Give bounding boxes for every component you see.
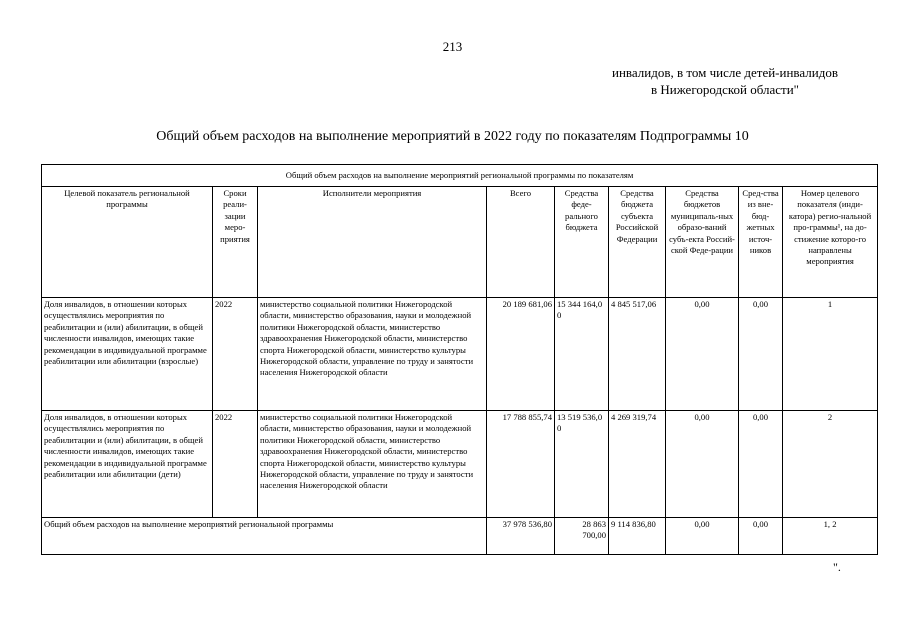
total-regional: 9 114 836,80 [609,518,666,555]
cell-indicator: Доля инвалидов, в отношении которых осуществлялись мероприятия по реабилитации и (или) абилитации, в общей численности инвалидов, имеющих такие рекомендации в индивидуальной программе реабилитации или абилитации (дети) [42,411,213,518]
cell-offbudget: 0,00 [739,411,783,518]
total-sum: 37 978 536,80 [487,518,555,555]
cell-number: 1 [783,298,878,411]
col-header-municipal: Средства бюджетов муниципаль-ных образо-ваний субъ-екта Россий-ской Феде-рации [666,187,739,298]
cell-regional: 4 269 319,74 [609,411,666,518]
document-title: Общий объем расходов на выполнение мероприятий в 2022 году по показателям Подпрограммы 10 [156,129,749,144]
cell-municipal: 0,00 [666,411,739,518]
expenses-table [41,164,878,555]
col-header-number: Номер целевого показателя (инди-катора) регио-нальной про-граммы¹, на до-стижение которо-го направлены мероприятия [783,187,878,298]
cell-indicator: Доля инвалидов, в отношении которых осуществлялись мероприятия по реабилитации и (или) абилитации, в общей численности инвалидов, имеющих такие рекомендации в индивидуальной программе реабилитации или абилитации (взрослые) [42,298,213,411]
header-right-line1: инвалидов, в том числе детей-инвалидов [612,65,838,80]
cell-total: 20 189 681,06 [487,298,555,411]
closing-quote-mark: ". [833,560,841,574]
col-header-indicator: Целевой показатель региональной программы [42,187,213,298]
column-header-row [42,187,878,298]
col-header-term: Сроки реали-зации меро-приятия [213,187,258,298]
total-offbudget: 0,00 [739,518,783,555]
total-label: Общий объем расходов на выполнение мероприятий региональной программы [42,518,487,555]
col-header-regional: Средства бюджета субъекта Российской Федерации [609,187,666,298]
table-row [42,298,878,411]
cell-offbudget: 0,00 [739,298,783,411]
cell-federal: 13 519 536,00 [555,411,609,518]
cell-executors: министерство социальной политики Нижегородской области, министерство образования, науки и молодежной политики Нижегородской области, министерство здравоохранения Нижегородской области, министерство спорта Нижегородской области, министерство культуры Нижегородской области, управление по труду и занятости населения Нижегородской области [258,298,487,411]
page-number: 213 [442,39,463,54]
header-right-line2: в Нижегородской области" [651,82,799,97]
cell-total: 17 788 855,74 [487,411,555,518]
total-federal: 28 863 700,00 [555,518,609,555]
col-header-federal: Средства феде-рального бюджета [555,187,609,298]
table-row [42,411,878,518]
col-header-total: Всего [487,187,555,298]
table-top-header-row [42,165,878,187]
cell-regional: 4 845 517,06 [609,298,666,411]
cell-term: 2022 [213,298,258,411]
total-row [42,518,878,555]
cell-number: 2 [783,411,878,518]
col-header-executors: Исполнители мероприятия [258,187,487,298]
table-top-header: Общий объем расходов на выполнение мероприятий региональной программы по показателям [42,165,878,187]
total-municipal: 0,00 [666,518,739,555]
cell-municipal: 0,00 [666,298,739,411]
cell-term: 2022 [213,411,258,518]
total-number: 1, 2 [783,518,878,555]
col-header-offbudget: Сред-ства из вне-бюд-жетных источ-ников [739,187,783,298]
cell-federal: 15 344 164,00 [555,298,609,411]
cell-executors: министерство социальной политики Нижегородской области, министерство образования, науки и молодежной политики Нижегородской области, министерство здравоохранения Нижегородской области, министерство спорта Нижегородской области, министерство культуры Нижегородской области, управление по труду и занятости населения Нижегородской области [258,411,487,518]
